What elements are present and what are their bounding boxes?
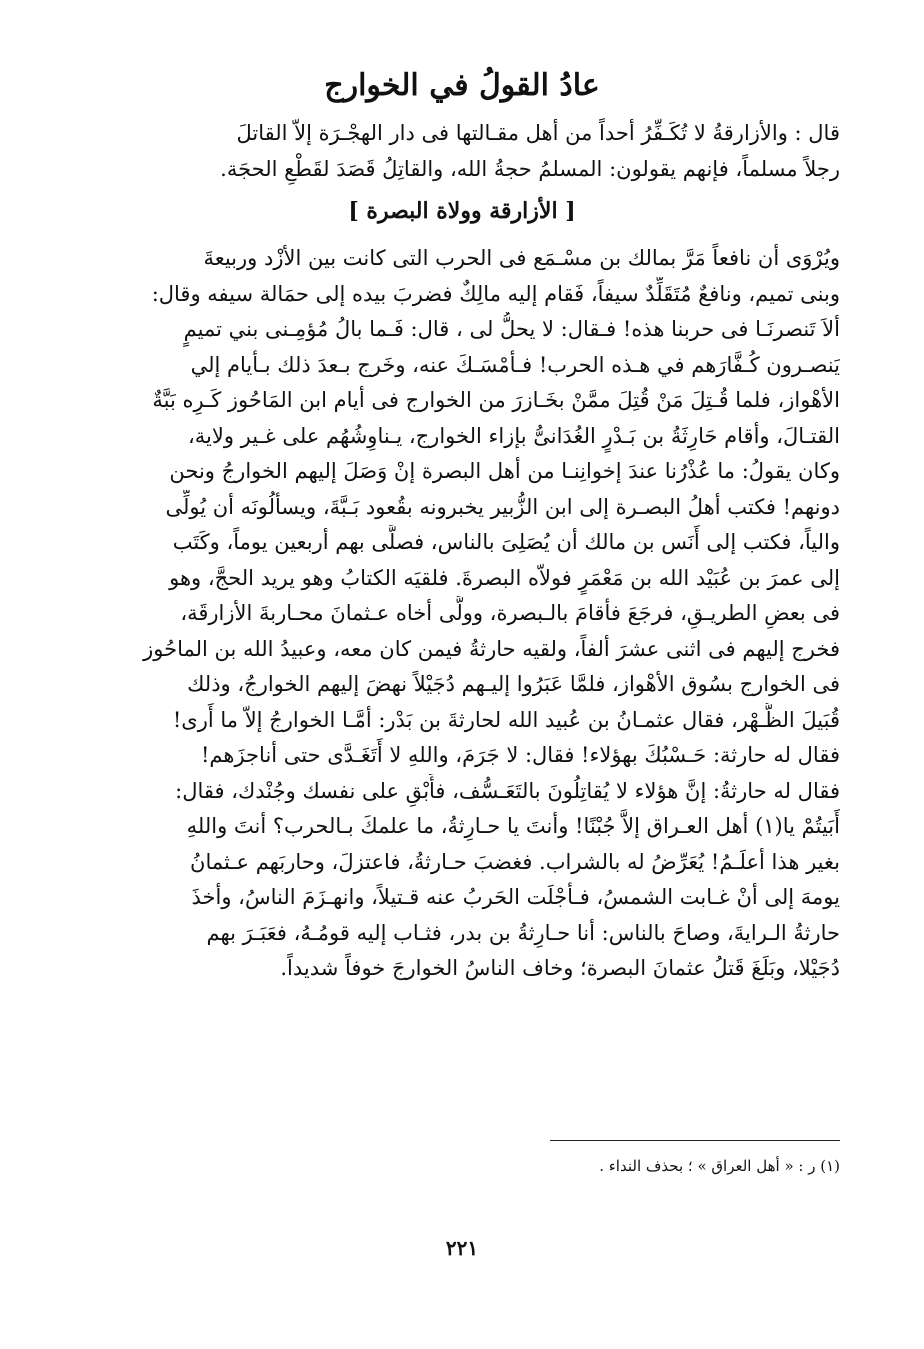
body-line: يومهَ إلى أنْ غـابت الشمسُ، فـأجْلَت الحَربُ عنه قـتيلاً، وانهـزَمَ الناسُ، وأخذَ [191,885,840,909]
body-line: دونهم! فكتب أهلُ البصـرة إلى ابن الزُّبير يخبرونه بقُعود بَـبَّةَ، ويسألُونَه أن يُولِّى [165,494,840,519]
book-page [84,60,840,1290]
body-line: فقال له حارثةُ: إنَّ هؤلاء لا يُقاتِلُونَ بالتَعَـسُّف، فأَبْقِ على نفسك وجُنْدك، فقال: [175,778,840,803]
body-line: قُبَيلَ الظُّـهْر، فقال عثمـانُ بن عُبيد الله لحارثةَ بن بَدْر: أمَّـا الخوارجُ إلاّ ما أَرى! [172,707,840,732]
body-line: والياً، فكتب إلى أَنَس بن مالك أن يُصَلِىَ بالناس، فصلَّى بهم أربعين يوماً، وكَتَب [172,530,840,554]
body-line: إلى عمرَ بن عُبَيْد الله بن مَعْمَرٍ فولاّه البصرةَ. فلقيَه الكتابُ وهو يريد الحجَّ، وهو [169,565,840,590]
body-line: بغير هذا أعلَـمُ! يُعَرِّضُ له بالشراب. فغضبَ حـارثةُ، فاعتزلَ، وحاربَهم عـثمانُ [190,849,840,874]
body-paragraph [84,241,840,987]
body-line: ألاَ تَنصرنَـا فى حربنا هذه! فـقال: لا يحلُّ لى ، قال: فَـما بالُ مُؤمِـنى بني تميمٍ [183,317,840,341]
body-line: ويُرْوَى أن نافعاً مَرَّ بمالك بن مسْـمَع فى الحرب التى كانت بين الأزْد وربيعةَ [203,246,840,270]
section-heading: [ الأزارقة وولاة البصرة ] [348,198,576,224]
body-line: حارثةُ الـرايةَ، وصاحَ بالناس: أنا حـارِثةُ بن بدر، فثـاب إليه قومُـهُ، فعَبَـرَ بهم [206,920,840,945]
page-number: ٢٢١ [445,1236,479,1260]
body-line: فى بعضِ الطريـقِ، فرجَعَ فأقامَ بالـبصرة، وولَّى أخاه عـثمانَ محـاربةَ الأزارقَة، [180,601,840,625]
body-line: القتـالَ، وأقام حَارِثَةُ بن بَـدْرٍ الغُدَانىُّ بإزاء الخوارج، يـناوِشُهُم على غـير ولاية، [187,423,840,448]
body-line: فخرج إليهم فى اثنى عشرَ ألفاً، ولقيه حارثةُ فيمن كان معه، وعبيدُ الله بن الماحُوز [143,636,840,661]
body-line: دُجَيْلا، وبَلَغَ قَتلُ عثمانَ البصرة؛ وخاف الناسُ الخوارجَ خوفاً شديداً. [280,956,840,980]
intro-line: قال : والأزارقةُ لا تُكَـفِّرُ أحداً من أهل مقـالتها فى دار الهجْـرَة إلاّ القاتلَ [236,121,840,145]
body-line: أَبَيتُمْ يا(١) أهل العـراق إلاَّ جُبْنًا! وأنتَ يا حـارِثةُ، ما علمكَ بـالحرب؟ أنتَ واللهِ [186,814,840,838]
body-line: وبنى تميم، ونافعٌ مُتَقَلِّدٌ سيفاً، فَقام إليه مالِكٌ فضربَ بيده إلى حمَالة سيفه وقال: [151,281,840,306]
footnote: (١) ر : « أهل العراق » ؛ بحذف النداء . [599,1157,840,1175]
intro-paragraph [84,116,840,187]
chapter-title: عادُ القولُ في الخوارج [324,68,600,103]
intro-line: رجلاً مسلماً، فإنهم يقولون: المسلمُ حجةُ الله، والقاتِلُ قَصَدَ لقَطْعِ الحجَة. [220,156,840,181]
body-line: فى الخوارج بسُوق الأهْواز، فلمَّا عَبَرُوا إليـهم دُجَيْلاً نهضَ إليهم الخوارجُ، وذلك [187,672,840,696]
body-line: وكان يقولُ: ما عُذْرُنا عندَ إخوانِنـا من أهل البصرة إنْ وَصَلَ إليهم الخوارجُ ونحن [169,459,840,483]
body-line: يَنصـرون كُـفَّارَهم في هـذه الحرب! فـأمْسَـكَ عنه، وخَرج بـعدَ ذلك بـأيام إلي [190,352,840,377]
body-line: الأهْواز، فلما قُـتِلَ مَنْ قُتِلَ ممَّنْ بخَـازرَ من الخوارج فى أيام ابن المَاحُوز كَـرِه بَبَّةٌ [152,388,840,412]
body-line: فقال له حارثة: حَـسْبُكَ بهؤلاء! فقال: لا جَرَمَ، واللهِ لا أَتَغَـدَّى حتى أناجزَهم! [200,743,840,767]
footnote-divider [550,1140,840,1141]
